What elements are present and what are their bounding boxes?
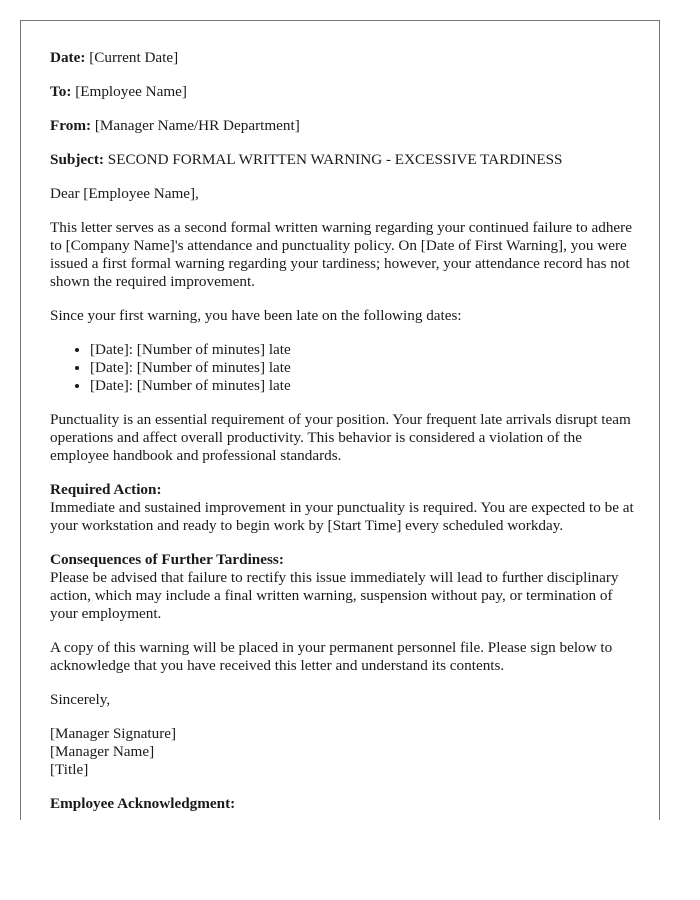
subject-label: Subject: <box>50 151 104 168</box>
impact-paragraph: Punctuality is an essential requirement of your position. Your frequent late arrivals disrupt team operations and affect overall productivity. This behavior is considered a violation of the employee handbook and professional standards. <box>50 411 631 464</box>
to-value: [Employee Name] <box>75 83 187 100</box>
consequences-text: Please be advised that failure to rectify this issue immediately will lead to further disciplinary action, which may include a final written warning, suspension without pay, or termination of your employment. <box>50 569 619 622</box>
file-paragraph: A copy of this warning will be placed in your permanent personnel file. Please sign below to acknowledge that you have received this letter and understand its contents. <box>50 639 613 674</box>
late-date-item: • [Date]: [Number of minutes] late <box>90 359 640 377</box>
to-label: To: <box>50 83 72 100</box>
subject-line <box>50 151 640 169</box>
required-action-text: Immediate and sustained improvement in your punctuality is required. You are expected to be at your workstation and ready to begin work by [Start Time] every scheduled workday. <box>50 499 634 534</box>
late-date-item: • [Date]: [Number of minutes] late <box>90 377 640 395</box>
from-value: [Manager Name/HR Department] <box>94 117 300 134</box>
date-value: [Current Date] <box>89 49 179 66</box>
required-action-heading: Required Action: <box>50 481 162 498</box>
letter-content <box>50 49 640 820</box>
consequences-heading: Consequences of Further Tardiness: <box>50 551 284 568</box>
signature-block <box>50 725 640 779</box>
late-dates-intro: Since your first warning, you have been late on the following dates: <box>50 307 462 324</box>
late-date-item: • [Date]: [Number of minutes] late <box>90 341 640 359</box>
closing: Sincerely, <box>50 691 111 708</box>
manager-name-line: [Manager Name] <box>50 743 155 760</box>
from-label: From: <box>50 117 92 134</box>
acknowledgment-heading: Employee Acknowledgment: <box>50 795 236 812</box>
late-dates-list <box>50 341 640 395</box>
date-label: Date: <box>50 49 86 66</box>
subject-value: SECOND FORMAL WRITTEN WARNING - EXCESSIVE TARDINESS <box>107 151 563 168</box>
consequences-section <box>50 551 640 623</box>
signature-line: [Manager Signature] <box>50 725 177 742</box>
salutation: Dear [Employee Name], <box>50 185 199 202</box>
required-action-section <box>50 481 640 535</box>
from-line <box>50 117 640 135</box>
title-line: [Title] <box>50 761 89 778</box>
intro-paragraph: This letter serves as a second formal written warning regarding your continued failure to adhere to [Company Name]'s attendance and punctuality policy. On [Date of First Warning], you were issued a first formal warning regarding your tardiness; however, your attendance record has not shown the required improvement. <box>50 219 632 290</box>
date-line <box>50 49 640 67</box>
to-line <box>50 83 640 101</box>
letter-page <box>20 20 660 820</box>
